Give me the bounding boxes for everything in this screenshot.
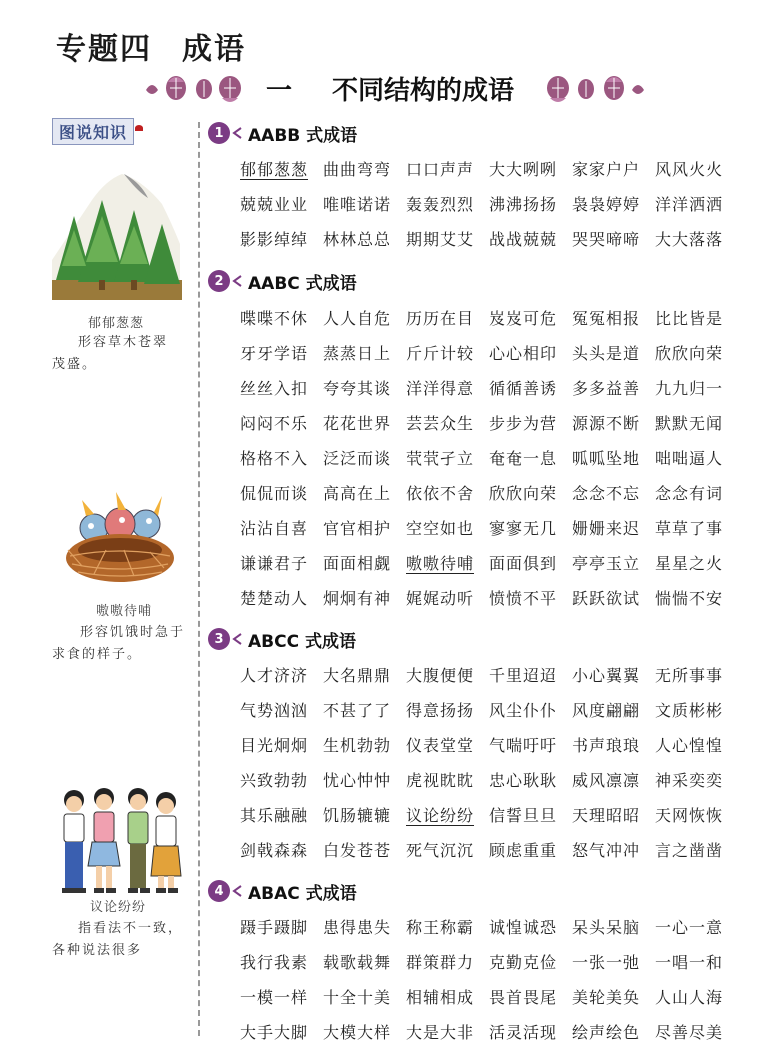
idiom-item: 群策群力 [406,953,475,972]
idiom-item: 嗷嗷待哺 [406,554,475,573]
idiom-item: 天理昭昭 [572,806,641,825]
idiom-item: 亭亭玉立 [572,554,641,573]
idiom-item: 诚惶诚恐 [489,918,558,937]
idiom-item: 剑戟森森 [240,841,309,860]
idiom-item: 曲曲弯弯 [323,160,392,179]
idiom-item: 相辅相成 [406,988,475,1007]
idiom-item: 大名鼎鼎 [323,666,392,685]
idiom-item: 议论纷纷 [406,806,475,825]
idiom-item: 白发苍苍 [323,841,392,860]
idiom-grid-4 [240,910,738,1050]
idiom-item: 气势汹汹 [240,701,309,720]
idiom-item: 蹑手蹑脚 [240,918,309,937]
idiom-item: 步步为营 [489,414,558,433]
kids-talking-illustration [58,784,184,896]
section-number: 一 [265,76,292,106]
idiom-item: 神采奕奕 [655,771,724,790]
idiom-item: 茕茕孑立 [406,449,475,468]
idiom-item: 林林总总 [323,230,392,249]
idiom-item: 呆头呆脑 [572,918,641,937]
idiom-item: 风度翩翩 [572,701,641,720]
idiom-item: 谦谦君子 [240,554,309,573]
idiom-item: 依依不舍 [406,484,475,503]
idiom-item: 一模一样 [240,988,309,1007]
idiom-item: 牙牙学语 [240,344,309,363]
idiom-item: 大模大样 [323,1023,392,1042]
page-header [56,24,246,68]
idiom-item: 头头是道 [572,344,641,363]
idiom-item: 大大落落 [655,230,724,249]
idiom-item: 人心惶惶 [655,736,724,755]
category-number-badge: 1 [208,122,230,144]
idiom-item: 一心一意 [655,918,724,937]
idiom-item: 空空如也 [406,519,475,538]
section-title-text: 不同结构的成语 [332,76,515,106]
idiom-item: 呱呱坠地 [572,449,641,468]
category-number-badge: 3 [208,628,230,650]
caption-desc-1-line-2: 茂盛。 [52,357,98,372]
idiom-item: 姗姗来迟 [572,519,641,538]
idiom-item: 侃侃而谈 [240,484,309,503]
idiom-item: 家家户户 [572,160,641,179]
idiom-item: 念念有词 [655,484,724,503]
caption-desc-3-line-1: 指看法不一致， [78,921,184,936]
idiom-item: 九九归一 [655,379,724,398]
idiom-item: 欣欣向荣 [489,484,558,503]
caption-desc-3 [52,918,192,962]
idiom-item: 生机勃勃 [323,736,392,755]
idiom-grid-1 [240,152,738,257]
idiom-item: 娓娓动听 [406,589,475,608]
idiom-item: 饥肠辘辘 [323,806,392,825]
category-number-badge: 2 [208,270,230,292]
idiom-item: 信誓旦旦 [489,806,558,825]
idiom-item: 绘声绘色 [572,1023,641,1042]
section-title [0,70,780,107]
idiom-item: 无所事事 [655,666,724,685]
idiom-item: 默默无闻 [655,414,724,433]
idiom-item: 千里迢迢 [489,666,558,685]
sidebar-label-text: 图说知识 [59,123,128,142]
idiom-item: 斤斤计较 [406,344,475,363]
idiom-item: 郁郁葱葱 [240,160,309,179]
idiom-item: 咄咄逼人 [655,449,724,468]
idiom-item: 气喘吁吁 [489,736,558,755]
idiom-item: 心心相印 [489,344,558,363]
idiom-item: 愤愤不平 [489,589,558,608]
idiom-item: 畏首畏尾 [489,988,558,1007]
idiom-item: 惴惴不安 [655,589,724,608]
caption-desc-1-line-1: 形容草木苍翠 [78,335,169,350]
idiom-item: 顾虑重重 [489,841,558,860]
category-title: ABCC 式成语 [248,631,356,652]
idiom-item: 虎视眈眈 [406,771,475,790]
arrow-left-icon [232,885,242,897]
idiom-item: 唯唯诺诺 [323,195,392,214]
header-topic: 专题四 [56,32,152,67]
idiom-item: 风尘仆仆 [489,701,558,720]
idiom-item: 人人自危 [323,309,392,328]
caption-title-3: 议论纷纷 [90,900,147,915]
idiom-item: 风风火火 [655,160,724,179]
category-number-badge: 4 [208,880,230,902]
idiom-item: 面面相觑 [323,554,392,573]
idiom-item: 跃跃欲试 [572,589,641,608]
idiom-item: 面面俱到 [489,554,558,573]
arrow-left-icon [232,275,242,287]
idiom-item: 花花世界 [323,414,392,433]
idiom-item: 战战兢兢 [489,230,558,249]
idiom-item: 草草了事 [655,519,724,538]
birds-nest-illustration [64,488,184,588]
idiom-item: 冤冤相报 [572,309,641,328]
idiom-item: 轰轰烈烈 [406,195,475,214]
idiom-item: 芸芸众生 [406,414,475,433]
sidebar-divider [198,122,200,1036]
heart-icon [135,125,143,131]
idiom-item: 夸夸其谈 [323,379,392,398]
idiom-item: 仪表堂堂 [406,736,475,755]
idiom-item: 载歌载舞 [323,953,392,972]
idiom-item: 忧心忡忡 [323,771,392,790]
idiom-item: 大腹便便 [406,666,475,685]
caption-title-1: 郁郁葱葱 [88,316,145,331]
idiom-item: 哭哭啼啼 [572,230,641,249]
caption-desc-1 [52,332,192,376]
idiom-item: 目光炯炯 [240,736,309,755]
idiom-item: 丝丝入扣 [240,379,309,398]
caption-desc-2-line-1: 形容饥饿时急于 [80,625,186,640]
idiom-item: 念念不忘 [572,484,641,503]
trees-illustration [52,170,182,300]
idiom-item: 大手大脚 [240,1023,309,1042]
idiom-item: 大是大非 [406,1023,475,1042]
idiom-item: 得意扬扬 [406,701,475,720]
idiom-item: 人才济济 [240,666,309,685]
category-title: ABAC 式成语 [248,883,357,904]
caption-desc-3-line-2: 各种说法很多 [52,943,143,958]
idiom-item: 我行我素 [240,953,309,972]
idiom-item: 源源不断 [572,414,641,433]
idiom-grid-2 [240,301,738,616]
idiom-item: 官官相护 [323,519,392,538]
idiom-item: 奄奄一息 [489,449,558,468]
category-header-1 [208,118,357,148]
idiom-item: 一唱一和 [655,953,724,972]
idiom-item: 其乐融融 [240,806,309,825]
idiom-item: 比比皆是 [655,309,724,328]
flower-decoration-right-icon [540,72,650,106]
idiom-item: 美轮美奂 [572,988,641,1007]
idiom-item: 威风凛凛 [572,771,641,790]
arrow-left-icon [232,127,242,139]
idiom-item: 口口声声 [406,160,475,179]
idiom-item: 高高在上 [323,484,392,503]
idiom-item: 死气沉沉 [406,841,475,860]
idiom-item: 克勤克俭 [489,953,558,972]
idiom-item: 一张一弛 [572,953,641,972]
idiom-item: 十全十美 [323,988,392,1007]
category-header-4 [208,876,357,906]
idiom-item: 沸沸扬扬 [489,195,558,214]
idiom-item: 不甚了了 [323,701,392,720]
idiom-item: 闷闷不乐 [240,414,309,433]
idiom-item: 洋洋洒洒 [655,195,724,214]
idiom-item: 楚楚动人 [240,589,309,608]
caption-desc-2 [52,622,192,666]
idiom-item: 历历在目 [406,309,475,328]
idiom-item: 兴致勃勃 [240,771,309,790]
idiom-item: 兢兢业业 [240,195,309,214]
arrow-left-icon [232,633,242,645]
idiom-item: 星星之火 [655,554,724,573]
idiom-item: 欣欣向荣 [655,344,724,363]
idiom-item: 沾沾自喜 [240,519,309,538]
category-title: AABC 式成语 [248,273,357,294]
idiom-item: 泛泛而谈 [323,449,392,468]
idiom-item: 洋洋得意 [406,379,475,398]
idiom-item: 蒸蒸日上 [323,344,392,363]
category-header-3 [208,624,356,654]
idiom-item: 岌岌可危 [489,309,558,328]
caption-desc-2-line-2: 求食的样子。 [52,647,143,662]
idiom-item: 小心翼翼 [572,666,641,685]
idiom-item: 活灵活现 [489,1023,558,1042]
idiom-item: 人山人海 [655,988,724,1007]
idiom-item: 文质彬彬 [655,701,724,720]
idiom-item: 怒气冲冲 [572,841,641,860]
idiom-item: 影影绰绰 [240,230,309,249]
idiom-item: 炯炯有神 [323,589,392,608]
idiom-item: 患得患失 [323,918,392,937]
header-title: 成语 [182,32,246,67]
idiom-item: 尽善尽美 [655,1023,724,1042]
idiom-grid-3 [240,658,738,868]
idiom-item: 书声琅琅 [572,736,641,755]
category-title: AABB 式成语 [248,125,358,146]
idiom-item: 多多益善 [572,379,641,398]
idiom-item: 格格不入 [240,449,309,468]
idiom-item: 天网恢恢 [655,806,724,825]
idiom-item: 循循善诱 [489,379,558,398]
idiom-item: 喋喋不休 [240,309,309,328]
idiom-item: 期期艾艾 [406,230,475,249]
idiom-item: 称王称霸 [406,918,475,937]
caption-title-2: 嗷嗷待哺 [96,604,153,619]
idiom-item: 寥寥无几 [489,519,558,538]
sidebar-label [52,118,134,145]
idiom-item: 大大咧咧 [489,160,558,179]
idiom-item: 忠心耿耿 [489,771,558,790]
category-header-2 [208,266,357,296]
idiom-item: 言之凿凿 [655,841,724,860]
idiom-item: 袅袅婷婷 [572,195,641,214]
